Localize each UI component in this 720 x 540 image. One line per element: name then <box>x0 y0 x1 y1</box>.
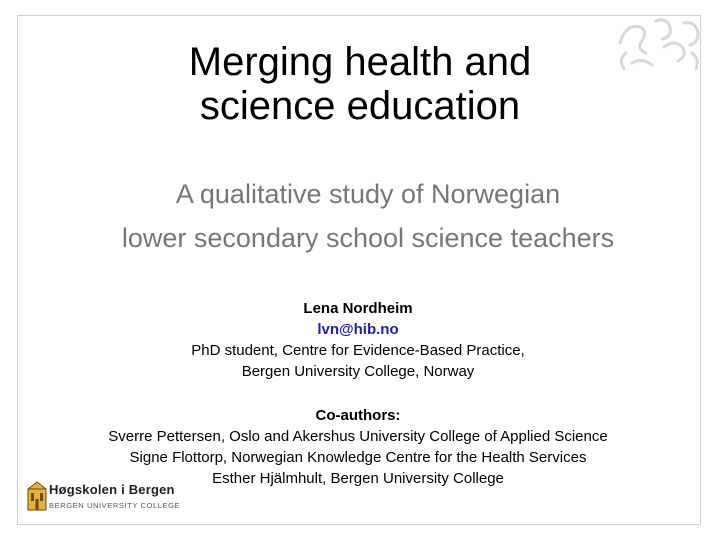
author-email-link[interactable]: lvn@hib.no <box>317 321 399 338</box>
coauthors-block <box>0 405 716 489</box>
author-institution: Bergen University College, Norway <box>241 363 475 380</box>
author-role: PhD student, Centre for Evidence-Based Practice, <box>191 342 525 359</box>
coauthor-item: Esther Hjälmhult, Bergen University College <box>212 470 504 487</box>
college-crest-icon <box>27 481 47 511</box>
title-line-1: Merging health and <box>188 40 532 84</box>
slide-title <box>0 40 720 128</box>
slide-subtitle <box>0 172 720 260</box>
coauthor-item: Sverre Pettersen, Oslo and Akershus University College of Applied Science <box>108 428 608 445</box>
college-logo <box>27 479 181 517</box>
logo-name: Høgskolen i Bergen <box>49 482 175 497</box>
subtitle-line-1: A qualitative study of Norwegian <box>175 179 561 209</box>
coauthors-heading: Co-authors: <box>315 407 401 424</box>
title-line-2: science education <box>199 84 521 128</box>
subtitle-line-2: lower secondary school science teachers <box>121 223 615 253</box>
author-name: Lena Nordheim <box>303 300 413 317</box>
author-block <box>0 298 716 382</box>
logo-subtitle: BERGEN UNIVERSITY COLLEGE <box>49 501 181 510</box>
coauthor-item: Signe Flottorp, Norwegian Knowledge Centre for the Health Services <box>129 449 587 466</box>
